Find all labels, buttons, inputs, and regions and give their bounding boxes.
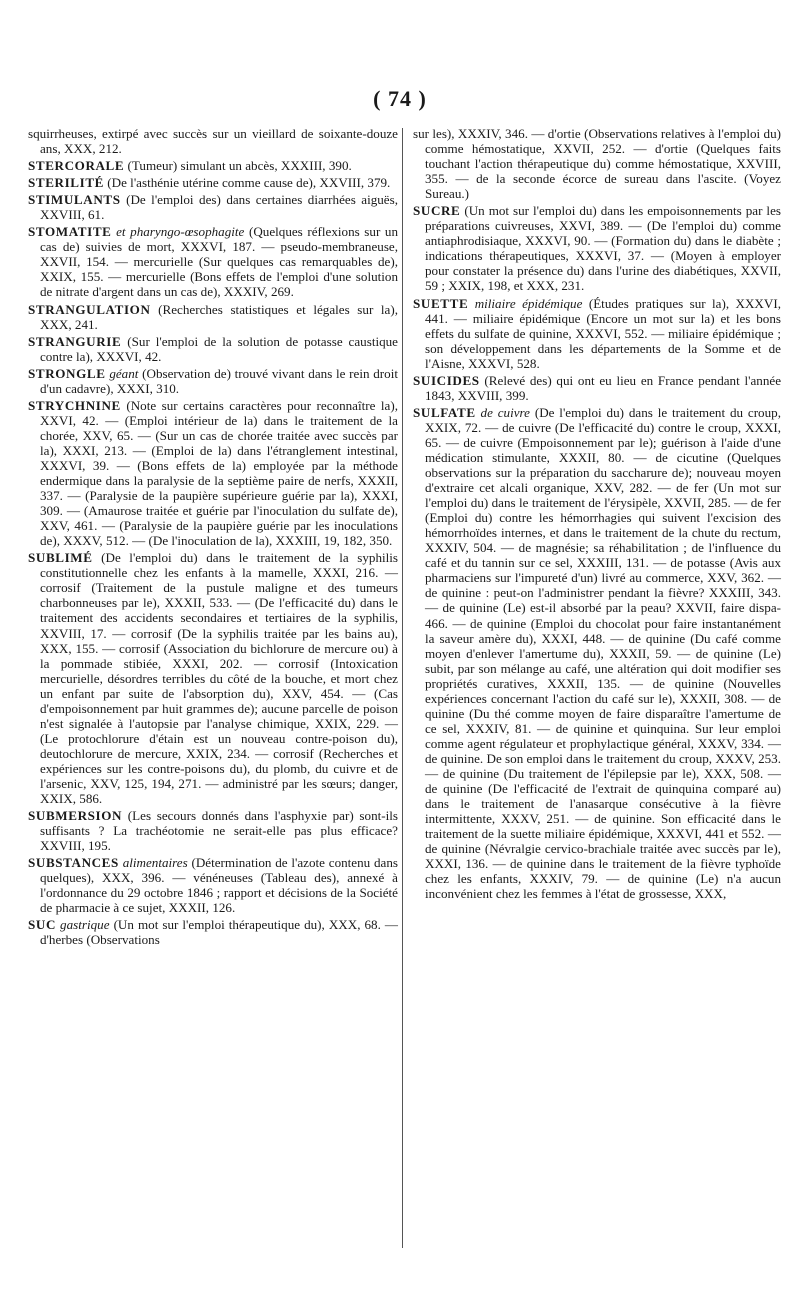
entry-subheading: miliaire épidémique	[474, 295, 583, 311]
entry-text: (Relevé des) qui ont eu lieu en France pendant l'année 1843, XXVIII, 399.	[425, 372, 782, 403]
entry-subheading: de cuivre	[480, 404, 530, 420]
entry-text: (Un mot sur l'emploi thérapeutique du), XXX, 68. — d'herbes (Observations	[40, 917, 399, 948]
left-column	[28, 126, 398, 949]
entry-headword: SUCRE	[413, 203, 461, 219]
index-entry-suicides	[413, 373, 781, 403]
entry-text: (Tumeur) simulant un abcès, XXXIII, 390.	[127, 158, 352, 174]
entry-headword: SUBSTANCES	[28, 855, 119, 871]
entry-headword: STIMULANTS	[28, 192, 121, 208]
index-entry-continued	[413, 126, 781, 201]
entry-subheading: alimentaires	[122, 855, 188, 871]
index-entry-suette	[413, 296, 781, 371]
entry-headword: STERILITÉ	[28, 175, 104, 191]
index-entry-stercorale	[28, 158, 398, 173]
entry-text: squirrheuses, extirpé avec succès sur un vieillard de soixante-douze ans, XXX, 212.	[28, 126, 398, 157]
entry-text: sur les), XXXIV, 346. — d'ortie (Observations relatives à l'emploi du) comme hémostatique, XXVII, 252. — d'ortie (Quelques faits touchant l'action thérapeutique du) comme hémostatique, XXVIII, 355. — de la seconde écorce de sureau dans l'ascite. (Voyez Sureau.)	[413, 126, 781, 202]
index-entry-continued	[28, 126, 398, 156]
column-divider	[402, 128, 403, 1248]
entry-subheading: gastrique	[60, 917, 110, 933]
index-entry-submersion	[28, 808, 398, 853]
entry-headword: STRONGLE	[28, 365, 106, 381]
entry-headword: SUICIDES	[413, 372, 480, 388]
entry-headword: STERCORALE	[28, 158, 125, 174]
entry-headword: SUETTE	[413, 295, 469, 311]
entry-headword: STRYCHNINE	[28, 397, 121, 413]
entry-text: (Observation de) trouvé vivant dans le rein droit d'un cadavre), XXXI, 310.	[40, 365, 398, 396]
entry-text: (De l'emploi du) dans le traitement du croup, XXIX, 72. — de cuivre (De l'efficacité du) contre le croup, XXXI, 65. — de cuivre (Empoisonnement par le); guérison à l'aide d'une médication stimulante, XXXII, 80. — de cicutine (Quelques observations sur la préparation du saccharure de); nouveau moyen d'extraire cet alcali organique, XXV, 282. — de fer (Un mot sur l'emploi du) dans le traitement de l'érysipèle, XXVII, 285. — de fer (Emploi du) contre les hémorrhagies qui suivent l'excision des hémorrhoïdes internes, et dans le traitement de la chute du rectum, XXXIV, 504. — de magnésie; sa réhabilitation ; de l'influence du café et du tannin sur ce sel, XXXIII, 131. — de potasse (Avis aux pharmaciens sur l'impureté d'un) livré au commerce, XXV, 362. — de quinine : peut-on l'administrer pendant la fièvre? XXXIII, 343. — de quinine (Le) est-il absorbé par la peau? XXVII, faire dispa-466. — de quinine (Emploi du chocolat pour faire instantanément la saveur amère du), XXXI, 448. — de quinine (Du café comme moyen d'enlever l'amertume du), XXXII, 59. — de quinine (Le) subit, par son mélange au café, une altération qui doit modifier ses propriétés curatives, XXXII, 135. — de quinine (Nouvelles expériences concernant l'action du café sur le), XXXII, 308. — de quinine (Du thé comme moyen de faire disparaître l'amertume de ce sel, XXXIV, 81. — de quinine et quinquina. Sur leur emploi comme agent régulateur et prophylactique général, XXXV, 334. — de quinine. De son emploi dans le traitement du croup, XXXV, 253. — de quinine (Du traitement de l'épilepsie par le), XXX, 508. — de quinine (De l'efficacité de l'extrait de quinquina comparé au) dans le traitement de l'anasarque consécutive à la fièvre intermittente, XXXV, 251. — de quinine. Son efficacité dans le traitement de la suette miliaire épidémique, XXXVI, 441 et 552. — de quinine (Névralgie cervico-brachiale traitée avec succès par le), XXXI, 136. — de quinine dans le traitement de la fièvre typhoïde chez les enfants, XXXIV, 79. — de quinine (Le) n'a aucun inconvénient chez les femmes à l'état de grossesse, XXX,	[425, 404, 781, 902]
entry-headword: STRANGULATION	[28, 301, 151, 317]
entry-text: (Un mot sur l'emploi du) dans les empoisonnements par les préparations cuivreuses, XXVI, 389. — (De l'emploi du) comme antiaphrodisiaque, XXXVI, 90. — (Formation du) dans le diabète ; indications thérapeutiques, XXXVI, 37. — (Moyen à employer pour constater la présence du) dans l'urine des diabétiques, XXVII, 59 ; XXIX, 198, et XXX, 231.	[425, 203, 781, 294]
entry-headword: SULFATE	[413, 404, 476, 420]
index-entry-strangurie	[28, 334, 398, 364]
entry-text: (Les secours donnés dans l'asphyxie par) sont-ils suffisants ? La trachéotomie ne serait-elle pas plus efficace? XXVIII, 195.	[40, 808, 398, 854]
index-entry-stomatite	[28, 224, 398, 299]
entry-headword: STOMATITE	[28, 224, 112, 240]
index-entry-sucre	[413, 203, 781, 293]
entry-headword: STRANGURIE	[28, 333, 122, 349]
entry-headword: SUC	[28, 917, 56, 933]
entry-text: (Recherches statistiques et légales sur la), XXX, 241.	[40, 301, 398, 332]
index-entry-sterilite	[28, 175, 398, 190]
entry-text: (Détermination de l'azote contenu dans quelques), XXX, 396. — vénéneuses (Tableau des), annexé à l'ordonnance du 29 octobre 1846 ; rapport et décisions de la Société de pharmacie à ce sujet, XXXII, 126.	[40, 855, 398, 916]
entry-subheading: et pharyngo-œsophagite	[116, 224, 245, 240]
index-entry-sublime	[28, 550, 398, 806]
index-entry-stimulants	[28, 192, 398, 222]
entry-text: (Note sur certains caractères pour reconnaître la), XXVI, 42. — (Emploi intérieur de la) dans le traitement de la chorée, XXV, 65. — (Sur un cas de chorée traitée avec succès par la), XXXI, 213. — (Emploi de la) dans l'étranglement intestinal, XXXVI, 39. — (Bons effets de la) employée par la méthode endermique dans la paralysie de la septième paire de nerfs, XXXII, 337. — (Paralysie de la paupière supérieure guérie par la), XXXI, 309. — (Amaurose traitée et guérie par l'inoculation du sulfate de), XXV, 461. — (Paralysie de la paupière guérie par les inoculations de), XXXV, 512. — (De l'inoculation de la), XXXIII, 19, 182, 350.	[40, 397, 398, 549]
index-entry-strongle	[28, 366, 398, 396]
entry-text: (De l'asthénie utérine comme cause de), XXVIII, 379.	[107, 175, 391, 191]
entry-headword: SUBMERSION	[28, 808, 123, 824]
entry-text: (De l'emploi des) dans certaines diarrhées aiguës, XXVIII, 61.	[40, 192, 398, 223]
index-entry-substances	[28, 855, 398, 915]
entry-text: (Quelques réflexions sur un cas de) suivies de mort, XXXVI, 187. — pseudo-membraneuse, XXVII, 154. — mercurielle (Sur quelques cas remarquables de), XXIX, 155. — mercurielle (Bons effets de l'emploi d'une solution de nitrate d'argent dans un cas de), XXXIV, 269.	[40, 224, 398, 300]
entry-text: (Études pratiques sur la), XXXVI, 441. — miliaire épidémique (Encore un mot sur la) et les bons effets du sulfate de quinine, XXXVI, 552. — miliaire épidémique ; son développement dans les départements de la Somme et de l'Aisne, XXXVI, 528.	[425, 295, 781, 371]
entry-text: (Sur l'emploi de la solution de potasse caustique contre la), XXXVI, 42.	[40, 333, 398, 364]
entry-text: (De l'emploi du) dans le traitement de la syphilis constitutionnelle chez les enfants à la mamelle, XXXI, 216. — corrosif (Traitement de la pustule maligne et des tumeurs charbonneuses par le), XXXII, 533. — (De l'efficacité du) dans le traitement des accidents secondaires et tertiaires de la syphilis, XXVIII, 17. — corrosif (De la syphilis traitée par les bains au), XXX, 155. — corrosif (Association du bichlorure de mercure ou) à la pommade stibiée, XXXI, 202. — corrosif (Intoxication mercurielle, désordres terribles du côté de la bouche, et mort chez un enfant par suite de l'absorption du), XXV, 454. — (Cas d'empoisonnement par huit grammes de); aucune parcelle de poison n'est signalée à l'autopsie par l'analyse chimique, XXIX, 229. — (Le protochlorure d'étain est un nouveau contre-poison du), deutochlorure de mercure, XXIX, 234. — corrosif (Recherches et expériences sur les contre-poisons du), du plomb, du cuivre et de l'arsenic, XXV, 125, 194, 271. — administré par les sœurs; danger, XXIX, 586.	[40, 550, 398, 807]
index-entry-strangulation	[28, 302, 398, 332]
entry-subheading: géant	[109, 365, 139, 381]
right-column	[413, 126, 781, 903]
page-number: ( 74 )	[373, 86, 427, 111]
index-entry-sulfate	[413, 405, 781, 902]
index-entry-suc	[28, 917, 398, 947]
index-entry-strychnine	[28, 398, 398, 548]
entry-headword: SUBLIMÉ	[28, 550, 93, 566]
